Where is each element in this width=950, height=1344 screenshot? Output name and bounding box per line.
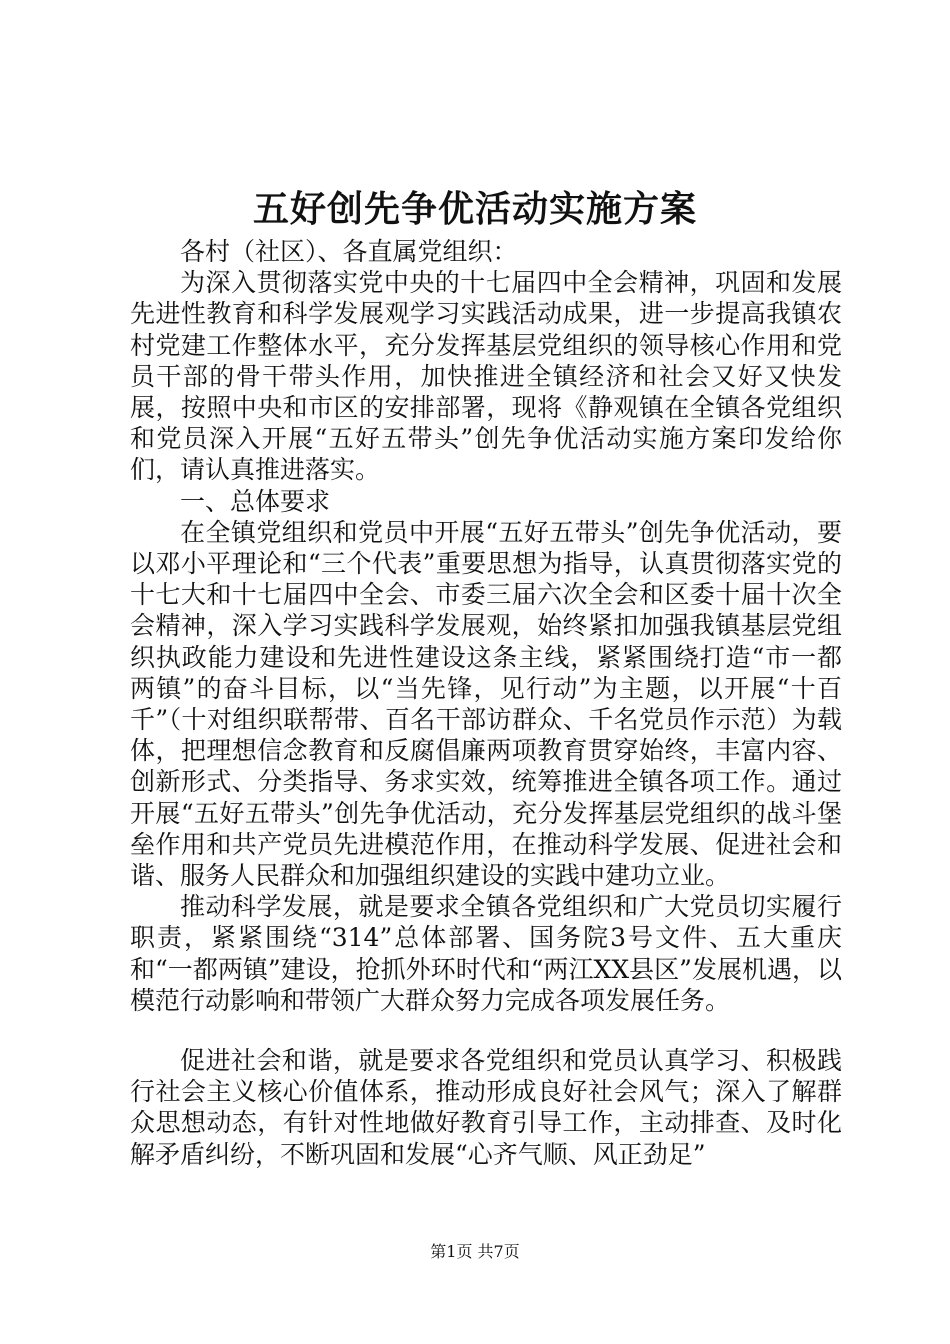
development-paragraph: 推动科学发展，就是要求全镇各党组织和广大党员切实履行职责，紧紧围绕“314”总体部署、国务院3号文件、五大重庆和“一都两镇”建设，抢抓外环时代和“两江XX县区”发展机遇，以模范行动影响和带领广大群众努力完成各项发展任务。 <box>130 892 842 1015</box>
section-heading: 一、总体要求 <box>180 486 331 516</box>
harmony-paragraph: 促进社会和谐，就是要求各党组织和党员认真学习、积极践行社会主义核心价值体系，推动形成良好社会风气；深入了解群众思想动态，有针对性地做好教育引导工作，主动排查、及时化解矛盾纠纷，不断巩固和发展“心齐气顺、风正劲足” <box>130 1046 842 1169</box>
salutation-paragraph: 各村（社区）、各直属党组织： <box>180 237 518 266</box>
intro-paragraph: 为深入贯彻落实党中央的十七届四中全会精神，巩固和发展先进性教育和科学发展观学习实践活动成果，进一步提高我镇农村党建工作整体水平，充分发挥基层党组织的领导核心作用和党员干部的骨干带头作用，加快推进全镇经济和社会又好又快发展，按照中央和市区的安排部署，现将《静观镇在全镇各党组织和党员深入开展“五好五带头”创先争优活动实施方案印发给你们，请认真推进落实。 <box>130 268 842 485</box>
document-title: 五好创先争优活动实施方案 <box>252 188 697 230</box>
requirements-paragraph: 在全镇党组织和党员中开展“五好五带头”创先争优活动，要以邓小平理论和“三个代表”重要思想为指导，认真贯彻落实党的十七大和十七届四中全会、市委三届六次全会和区委十届十次全会精神，深入学习实践科学发展观，始终紧扣加强我镇基层党组织执政能力建设和先进性建设这条主线，紧紧围绕打造“市一都两镇”的奋斗目标，以“当先锋，见行动”为主题，以开展“十百千”（十对组织联帮带、百名干部访群众、千名党员作示范）为载体，把理想信念教育和反腐倡廉两项教育贯穿始终，丰富内容、创新形式、分类指导、务求实效，统筹推进全镇各项工作。通过开展“五好五带头”创先争优活动，充分发挥基层党组织的战斗堡垒作用和共产党员先进模范作用，在推动科学发展、促进社会和谐、服务人民群众和加强组织建设的实践中建功立业。 <box>130 517 842 891</box>
page-number: 第1页 共7页 <box>430 1242 520 1261</box>
document-body <box>130 236 842 1170</box>
